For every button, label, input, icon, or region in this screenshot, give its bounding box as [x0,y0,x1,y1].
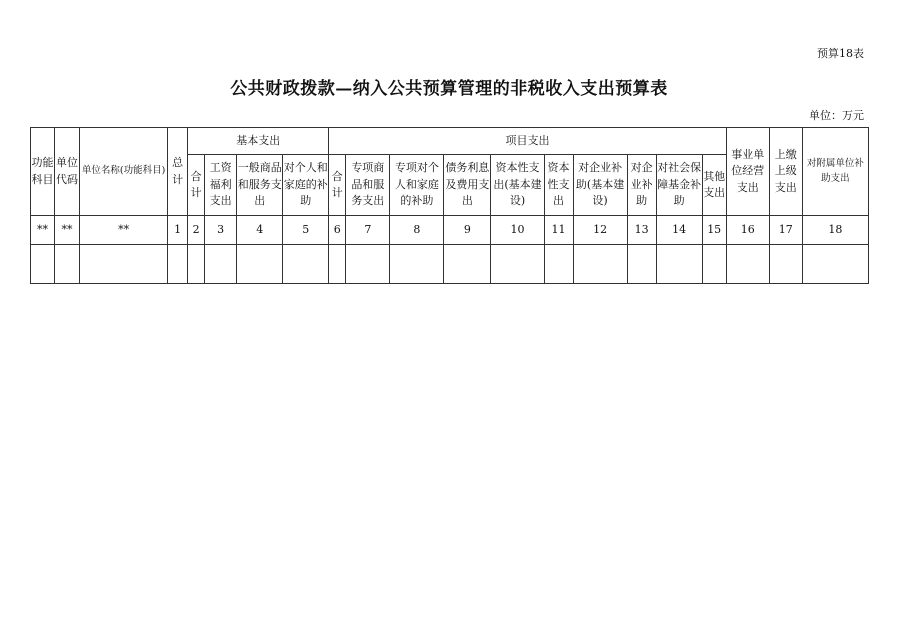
empty-cell [491,245,544,284]
empty-data-row [31,245,869,284]
basic-goods-services-header: 一般商品和服务支出 [237,155,283,216]
project-enterprise-subsidy-header: 对企业补助 [627,155,656,216]
empty-cell [573,245,627,284]
header-subsidiary-subsidy: 对附属单位补助支出 [802,128,868,216]
empty-cell [544,245,573,284]
code-cell: 11 [544,216,573,245]
empty-cell [656,245,702,284]
project-capital-construction-header: 资本性支出(基本建设) [491,155,544,216]
empty-cell [31,245,55,284]
code-cell: 15 [702,216,726,245]
code-cell: ** [80,216,168,245]
empty-cell [390,245,444,284]
code-cell: 18 [802,216,868,245]
code-cell: 8 [390,216,444,245]
basic-subtotal-header: 合计 [188,155,205,216]
page-title: 公共财政拨款—纳入公共预算管理的非税收入支出预算表 [230,79,668,99]
project-goods-services-header: 专项商品和服务支出 [346,155,390,216]
project-social-security-header: 对社会保障基金补助 [656,155,702,216]
empty-cell [168,245,188,284]
code-cell: 3 [205,216,237,245]
header-row-groups [31,128,869,155]
code-row [31,216,869,245]
budget-table [30,127,869,284]
empty-cell [80,245,168,284]
header-remit-superior: 上缴上级支出 [769,128,802,216]
header-unit-code: 单位代码 [55,128,80,216]
project-capital-header: 资本性支出 [544,155,573,216]
project-subtotal-header: 合计 [329,155,346,216]
empty-cell [55,245,80,284]
empty-cell [769,245,802,284]
empty-cell [237,245,283,284]
empty-cell [702,245,726,284]
code-cell: 14 [656,216,702,245]
project-debt-interest-header: 债务利息及费用支出 [444,155,491,216]
code-cell: 5 [283,216,329,245]
project-household-subsidy-header: 专项对个人和家庭的补助 [390,155,444,216]
header-func-subject: 功能科目 [31,128,55,216]
code-cell: 12 [573,216,627,245]
header-business-operation: 事业单位经营支出 [726,128,769,216]
empty-cell [346,245,390,284]
form-number: 预算18表 [817,47,864,60]
empty-cell [444,245,491,284]
empty-cell [188,245,205,284]
code-cell: 1 [168,216,188,245]
code-cell: 4 [237,216,283,245]
empty-cell [802,245,868,284]
code-cell: 16 [726,216,769,245]
code-cell: 6 [329,216,346,245]
project-enterprise-construction-header: 对企业补助(基本建设) [573,155,627,216]
code-cell: ** [55,216,80,245]
header-unit-name: 单位名称(功能科目) [80,128,168,216]
basic-wages-header: 工资福利支出 [205,155,237,216]
code-cell: 7 [346,216,390,245]
empty-cell [726,245,769,284]
header-total: 总计 [168,128,188,216]
code-cell: 10 [491,216,544,245]
project-other-header: 其他支出 [702,155,726,216]
header-project-expenditure: 项目支出 [329,128,726,155]
empty-cell [627,245,656,284]
basic-household-subsidy-header: 对个人和家庭的补助 [283,155,329,216]
code-cell: 2 [188,216,205,245]
header-basic-expenditure: 基本支出 [188,128,329,155]
code-cell: 9 [444,216,491,245]
code-cell: 17 [769,216,802,245]
empty-cell [283,245,329,284]
code-cell: 13 [627,216,656,245]
empty-cell [205,245,237,284]
empty-cell [329,245,346,284]
code-cell: ** [31,216,55,245]
unit-label: 单位：万元 [809,109,864,122]
